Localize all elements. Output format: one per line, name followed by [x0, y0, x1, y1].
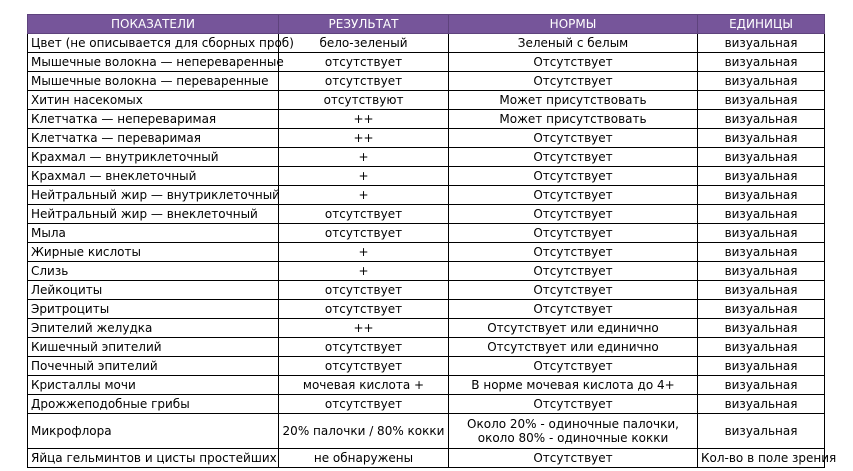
table-row: [28, 414, 825, 449]
indicator-cell: Кишечный эпителий: [28, 338, 279, 357]
indicator-cell: Жирные кислоты: [28, 243, 279, 262]
result-cell: 20% палочки / 80% кокки: [279, 414, 449, 449]
unit-cell: визуальная: [698, 129, 825, 148]
indicator-cell: Кристаллы мочи: [28, 376, 279, 395]
norm-cell: Отсутствует: [449, 186, 698, 205]
norm-cell: Отсутствует: [449, 281, 698, 300]
result-cell: отсутствуют: [279, 91, 449, 110]
indicator-cell: Клетчатка — непереваримая: [28, 110, 279, 129]
table-row: [28, 129, 825, 148]
unit-cell: визуальная: [698, 205, 825, 224]
norm-cell: Отсутствует: [449, 72, 698, 91]
norm-cell: Отсутствует: [449, 205, 698, 224]
result-cell: ++: [279, 129, 449, 148]
header-result: РЕЗУЛЬТАТ: [279, 15, 449, 34]
indicator-cell: Нейтральный жир — внутриклеточный: [28, 186, 279, 205]
result-cell: +: [279, 262, 449, 281]
table-row: [28, 91, 825, 110]
norm-cell: Отсутствует или единично: [449, 319, 698, 338]
table-row: [28, 53, 825, 72]
indicator-cell: Мыла: [28, 224, 279, 243]
header-indicators: ПОКАЗАТЕЛИ: [28, 15, 279, 34]
unit-cell: визуальная: [698, 319, 825, 338]
indicator-cell: Крахмал — внеклеточный: [28, 167, 279, 186]
result-cell: отсутствует: [279, 224, 449, 243]
result-cell: +: [279, 148, 449, 167]
result-cell: мочевая кислота +: [279, 376, 449, 395]
indicator-cell: Клетчатка — переваримая: [28, 129, 279, 148]
indicator-cell: Лейкоциты: [28, 281, 279, 300]
table-row: [28, 34, 825, 53]
norm-cell: Отсутствует: [449, 129, 698, 148]
unit-cell: визуальная: [698, 281, 825, 300]
results-table: [27, 14, 837, 468]
norm-cell: Отсутствует: [449, 224, 698, 243]
norm-cell: Зеленый с белым: [449, 34, 698, 53]
unit-cell: визуальная: [698, 53, 825, 72]
table-row: [28, 110, 825, 129]
indicator-cell: Слизь: [28, 262, 279, 281]
result-cell: +: [279, 243, 449, 262]
header-units: ЕДИНИЦЫ: [698, 15, 825, 34]
result-cell: отсутствует: [279, 281, 449, 300]
indicator-cell: Нейтральный жир — внеклеточный: [28, 205, 279, 224]
table-row: [28, 167, 825, 186]
unit-cell: визуальная: [698, 376, 825, 395]
result-cell: +: [279, 186, 449, 205]
table-row: [28, 148, 825, 167]
unit-cell: Кол-во в поле зрения: [698, 449, 825, 468]
unit-cell: визуальная: [698, 167, 825, 186]
norm-cell: Отсутствует или единично: [449, 338, 698, 357]
table-body: [28, 34, 837, 468]
table-row: [28, 262, 825, 281]
result-cell: не обнаружены: [279, 449, 449, 468]
table-row: [28, 319, 825, 338]
result-cell: ++: [279, 319, 449, 338]
unit-cell: визуальная: [698, 110, 825, 129]
unit-cell: визуальная: [698, 34, 825, 53]
table-row: [28, 449, 825, 468]
unit-cell: визуальная: [698, 300, 825, 319]
result-cell: отсутствует: [279, 357, 449, 376]
unit-cell: визуальная: [698, 186, 825, 205]
table-row: [28, 243, 825, 262]
table-row: [28, 205, 825, 224]
result-cell: отсутствует: [279, 72, 449, 91]
norm-cell: В норме мочевая кислота до 4+: [449, 376, 698, 395]
result-cell: отсутствует: [279, 53, 449, 72]
unit-cell: визуальная: [698, 243, 825, 262]
indicator-cell: Цвет (не описывается для сборных проб): [28, 34, 279, 53]
unit-cell: визуальная: [698, 262, 825, 281]
indicator-cell: Эритроциты: [28, 300, 279, 319]
indicator-cell: Хитин насекомых: [28, 91, 279, 110]
norm-cell: Может присутствовать: [449, 110, 698, 129]
result-cell: +: [279, 167, 449, 186]
indicator-cell: Эпителий желудка: [28, 319, 279, 338]
norm-cell: Может присутствовать: [449, 91, 698, 110]
result-cell: ++: [279, 110, 449, 129]
norm-cell: Отсутствует: [449, 262, 698, 281]
table-row: [28, 224, 825, 243]
indicator-cell: Мышечные волокна — переваренные: [28, 72, 279, 91]
result-cell: отсутствует: [279, 338, 449, 357]
table-row: [28, 72, 825, 91]
result-cell: отсутствует: [279, 300, 449, 319]
table-row: [28, 281, 825, 300]
unit-cell: визуальная: [698, 395, 825, 414]
result-cell: отсутствует: [279, 395, 449, 414]
unit-cell: визуальная: [698, 72, 825, 91]
table-row: [28, 376, 825, 395]
results-table-container: [27, 14, 837, 468]
indicator-cell: Мышечные волокна — непереваренные: [28, 53, 279, 72]
indicator-cell: Крахмал — внутриклеточный: [28, 148, 279, 167]
norm-cell: Отсутствует: [449, 357, 698, 376]
result-cell: бело-зеленый: [279, 34, 449, 53]
table-row: [28, 300, 825, 319]
unit-cell: визуальная: [698, 357, 825, 376]
indicator-cell: Дрожжеподобные грибы: [28, 395, 279, 414]
result-cell: отсутствует: [279, 205, 449, 224]
norm-cell: Около 20% - одиночные палочки, около 80% - одиночные кокки: [449, 414, 698, 449]
unit-cell: визуальная: [698, 148, 825, 167]
table-row: [28, 357, 825, 376]
unit-cell: визуальная: [698, 414, 825, 449]
header-row: [28, 15, 825, 34]
norm-cell: Отсутствует: [449, 300, 698, 319]
unit-cell: визуальная: [698, 338, 825, 357]
norm-cell: Отсутствует: [449, 148, 698, 167]
indicator-cell: Яйца гельминтов и цисты простейших: [28, 449, 279, 468]
norm-cell: Отсутствует: [449, 167, 698, 186]
norm-cell: Отсутствует: [449, 243, 698, 262]
norm-cell: Отсутствует: [449, 53, 698, 72]
unit-cell: визуальная: [698, 224, 825, 243]
indicator-cell: Микрофлора: [28, 414, 279, 449]
unit-cell: визуальная: [698, 91, 825, 110]
table-row: [28, 395, 825, 414]
indicator-cell: Почечный эпителий: [28, 357, 279, 376]
norm-cell: Отсутствует: [449, 395, 698, 414]
norm-cell: Отсутствует: [449, 449, 698, 468]
table-row: [28, 338, 825, 357]
table-row: [28, 186, 825, 205]
header-norms: НОРМЫ: [449, 15, 698, 34]
